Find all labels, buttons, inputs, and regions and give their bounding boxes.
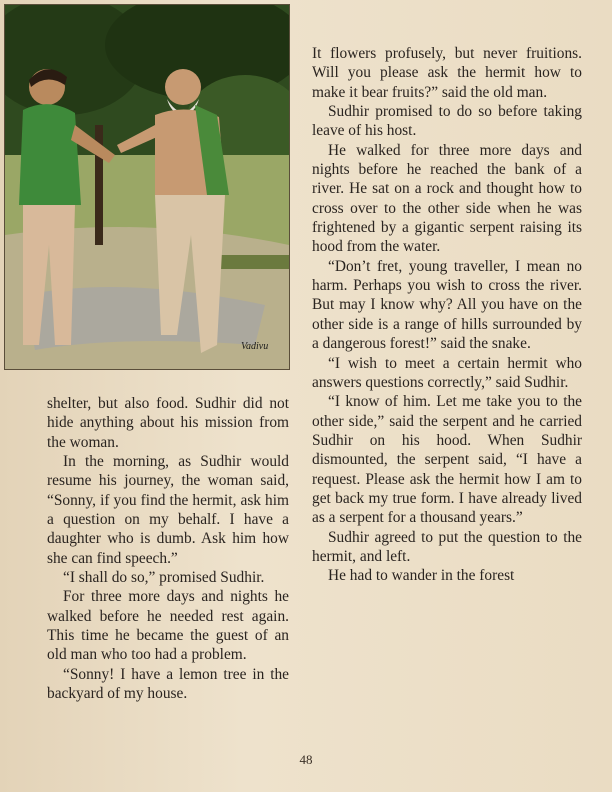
illustration-signature: Vadivu [241,341,269,352]
illustration-image [5,5,289,369]
right-paragraph-1: It flowers profusely, but never fruitions. Will you please ask the hermit how to make it bear fruits?” said the old man. [312,45,582,101]
right-column [312,44,582,586]
right-paragraph-7: Sudhir agreed to put the question to the hermit, and left. [312,528,582,565]
right-paragraph-6: “I know of him. Let me take you to the other side,” said the serpent and he carried Sudhir on his hood. When Sudhir dismounted, the serpent said, “I have a request. Please ask the hermit how I am to get back my true form. I have already lived as a serpent for a thousand years.” [312,393,582,527]
left-paragraph-3: “I shall do so,” promised Sudhir. [63,569,265,587]
right-paragraph-4: “Don’t fret, young traveller, I mean no harm. Perhaps you wish to cross the river. But may I know why? All you have on the other side is a range of hills surrounded by a dangerous forest!” said the snake. [312,257,582,353]
right-paragraph-3: He walked for three more days and nights before he reached the bank of a river. He sat on a rock and thought how to cross over to the other side when he was frightened by a gigantic serpent raising its hood from the water. [312,141,582,256]
right-paragraph-5: “I wish to meet a certain hermit who answers questions correctly,” said Sudhir. [312,354,582,391]
left-column [47,394,289,704]
story-illustration [4,4,290,370]
page-number: 48 [299,752,313,767]
left-paragraph-2: In the morning, as Sudhir would resume his journey, the woman said, “Sonny, if you find the hermit, ask him a question on my behalf. I have a daughter who is dumb. Ask him how she can find speech.” [47,453,289,567]
left-paragraph-4: For three more days and nights he walked before he needed rest again. This time he became the guest of an old man who too had a problem. [47,588,289,664]
left-paragraph-5: “Sonny! I have a lemon tree in the backyard of my house. [47,665,289,703]
left-paragraph-1: shelter, but also food. Sudhir did not hide anything about his mission from the woman. [47,395,289,451]
right-paragraph-2: Sudhir promised to do so before taking leave of his host. [312,103,582,140]
right-paragraph-8: He had to wander in the forest [328,567,515,585]
